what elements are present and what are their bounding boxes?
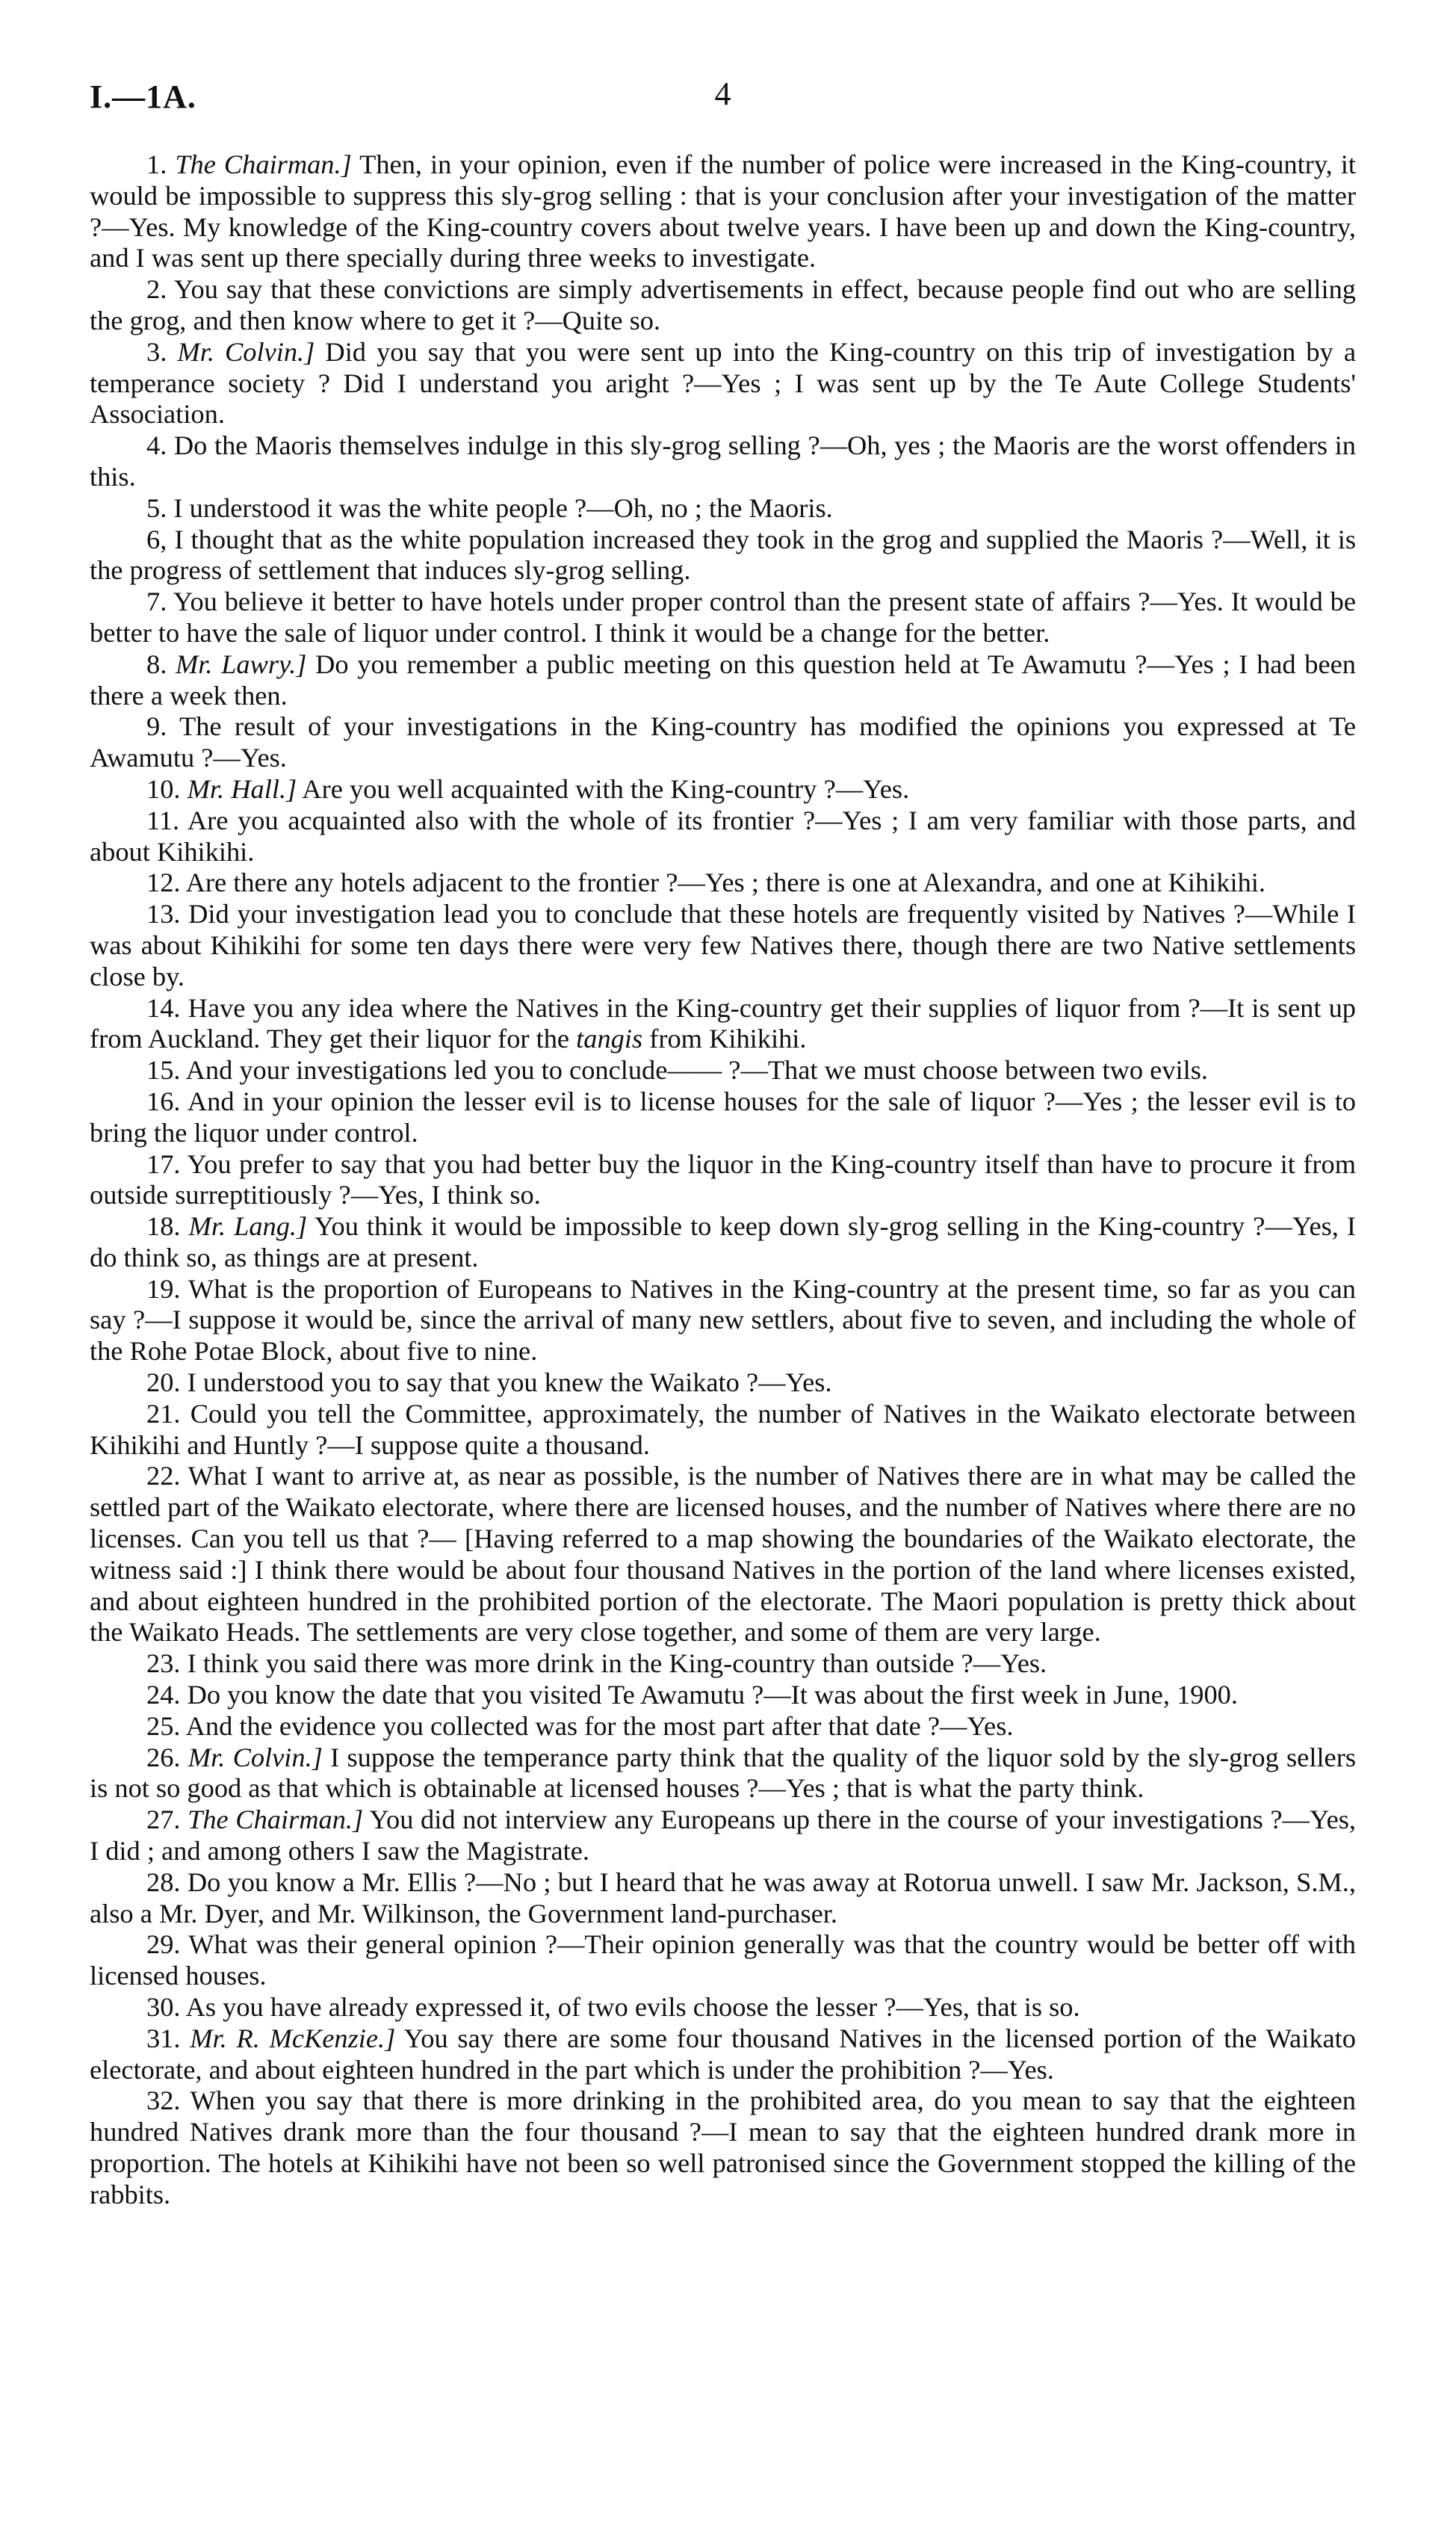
question-answer-text: I understood it was the white people ?—Oh, no ; the Maoris. (173, 492, 833, 523)
question-number: 15. (146, 1055, 181, 1086)
question-answer-text: You believe it better to have hotels under proper control than the present state of affairs ?—Yes. It would be better to have the sale of liquor under control. I think it would be a change for the better. (90, 587, 1356, 648)
question-number: 9. (146, 711, 167, 742)
evidence-paragraph (90, 1992, 1356, 2023)
question-number: 29. (146, 1929, 181, 1960)
evidence-paragraph (90, 1086, 1356, 1149)
question-answer-text: I think you said there was more drink in the King-country than outside ?—Yes. (187, 1648, 1047, 1679)
question-number: 2. (146, 274, 167, 305)
minutes-of-evidence (90, 149, 1356, 2211)
evidence-paragraph (90, 868, 1356, 899)
speaker-name: Mr. Colvin.] (188, 1742, 323, 1772)
evidence-paragraph (90, 587, 1356, 649)
question-answer-text: Do you know the date that you visited Te Awamutu ?—It was about the first week in June, 1900. (187, 1680, 1238, 1710)
question-number: 13. (146, 899, 181, 930)
question-answer-text: I thought that as the white population increased they took in the grog and supplied the Maoris ?—Well, it is the progress of settlement that induces sly-grog selling. (90, 524, 1356, 586)
evidence-paragraph (90, 2023, 1356, 2086)
evidence-paragraph (90, 993, 1356, 1056)
evidence-paragraph (90, 1149, 1356, 1212)
evidence-paragraph (90, 1648, 1356, 1680)
evidence-paragraph (90, 1055, 1356, 1086)
evidence-paragraph (90, 1680, 1356, 1711)
speaker-name: Mr. Colvin.] (177, 336, 315, 367)
evidence-paragraph (90, 1929, 1356, 1992)
evidence-paragraph (90, 525, 1356, 587)
evidence-paragraph (90, 274, 1356, 337)
question-answer-text: When you say that there is more drinking in the prohibited area, do you mean to say that the eighteen hundred Natives drank more than the four thousand ?—I mean to say that the eighteen hundred drank more in proportion. The hotels at Kihikihi have not been so well patronised since the Government stopped the killing of the rabbits. (90, 2085, 1356, 2209)
question-number: 17. (146, 1148, 181, 1179)
evidence-paragraph (90, 1274, 1356, 1367)
question-number: 20. (146, 1367, 181, 1398)
evidence-paragraph (90, 337, 1356, 430)
question-number: 18. (146, 1211, 181, 1242)
evidence-paragraph (90, 2085, 1356, 2210)
question-answer-text: What was their general opinion ?—Their opinion generally was that the country would be better off with licensed houses. (90, 1929, 1356, 1991)
question-number: 24. (146, 1680, 181, 1710)
question-answer-text: Have you any idea where the Natives in the King-country get their supplies of liquor from ?—It is sent up from Auckland. They get their liquor for the (90, 992, 1356, 1054)
question-answer-text: I suppose the temperance party think that the quality of the liquor sold by the sly-grog sellers is not so good as that which is obtainable at licensed houses ?—Yes ; that is what the party think. (90, 1742, 1356, 1804)
evidence-paragraph (90, 1711, 1356, 1742)
question-number: 14. (146, 992, 181, 1023)
speaker-name: Mr. Hall.] (187, 773, 297, 804)
evidence-paragraph (90, 493, 1356, 525)
question-number: 10. (146, 773, 181, 804)
question-answer-text: Do you remember a public meeting on this question held at Te Awamutu ?—Yes ; I had been there a week then. (90, 649, 1356, 711)
evidence-paragraph (90, 1367, 1356, 1399)
question-number: 5. (146, 492, 167, 523)
page-number: 4 (714, 75, 731, 112)
page-header (90, 0, 1356, 149)
question-number: 6, (146, 524, 167, 554)
question-answer-text: You say that these convictions are simply advertisements in effect, because people find out who are selling the grog, and then know where to get it ?—Quite so. (90, 274, 1356, 335)
question-number: 1. (146, 149, 167, 179)
question-number: 30. (146, 1992, 181, 2023)
question-answer-text: I understood you to say that you knew the Waikato ?—Yes. (187, 1367, 832, 1398)
question-answer-text-continued: from Kihikihi. (642, 1024, 807, 1054)
question-answer-text: Could you tell the Committee, approximately, the number of Natives in the Waikato electorate between Kihikihi and Huntly ?—I suppose quite a thousand. (90, 1398, 1356, 1460)
evidence-paragraph (90, 899, 1356, 992)
question-answer-text: Are there any hotels adjacent to the frontier ?—Yes ; there is one at Alexandra, and one at Kihikihi. (185, 868, 1266, 898)
speaker-name: The Chairman.] (175, 149, 352, 179)
question-number: 32. (146, 2085, 181, 2116)
question-answer-text: What I want to arrive at, as near as possible, is the number of Natives there are in what may be called the settled part of the Waikato electorate, where there are licensed houses, and the number of Natives where there are no licenses. Can you tell us that ?— [Having referred to a map showing the boundaries of the Waikato electorate, the witness said :] I think there would be about four thousand Natives in the portion of the land where licenses existed, and about eighteen hundred in the prohibited portion of the electorate. The Maori population is pretty thick about the Waikato Heads. The settlements are very close together, and some of them are very large. (90, 1461, 1356, 1648)
question-number: 11. (146, 805, 180, 835)
question-number: 31. (146, 2023, 181, 2053)
question-number: 8. (146, 649, 167, 679)
question-answer-text: You did not interview any Europeans up there in the course of your investigations ?—Yes, I did ; and among others I saw the Magistrate. (90, 1805, 1356, 1867)
question-number: 27. (146, 1805, 181, 1835)
evidence-paragraph (90, 1742, 1356, 1805)
evidence-paragraph (90, 649, 1356, 712)
question-number: 7. (146, 587, 167, 617)
speaker-name: Mr. Lang.] (188, 1211, 308, 1242)
question-answer-text: Did your investigation lead you to conclude that these hotels are frequently visited by Natives ?—While I was about Kihikihi for some ten days there were very few Natives there, though there are two Native settlements close by. (90, 899, 1356, 992)
speaker-name: The Chairman.] (188, 1805, 364, 1835)
question-answer-text: You prefer to say that you had better buy the liquor in the King-country itself than have to procure it from outside surreptitiously ?—Yes, I think so. (90, 1148, 1356, 1210)
speaker-name: Mr. Lawry.] (175, 649, 307, 679)
italic-term: tangis (576, 1024, 643, 1054)
evidence-paragraph (90, 1211, 1356, 1274)
evidence-paragraph (90, 805, 1356, 868)
question-answer-text: Then, in your opinion, even if the number of police were increased in the King-country, it would be impossible to suppress this sly-grog selling : that is your conclusion after your investigation of the matter ?—Yes. My knowledge of the King-country covers about twelve years. I have been up and down the King-country, and I was sent up there specially during three weeks to investigate. (90, 149, 1356, 273)
evidence-paragraph (90, 149, 1356, 274)
question-number: 26. (146, 1742, 181, 1772)
question-answer-text: You say there are some four thousand Natives in the licensed portion of the Waikato electorate, and about eighteen hundred in the part which is under the prohibition ?—Yes. (90, 2023, 1356, 2085)
question-answer-text: You think it would be impossible to keep down sly-grog selling in the King-country ?—Yes, I do think so, as things are at present. (90, 1211, 1356, 1272)
question-number: 23. (146, 1648, 181, 1679)
question-number: 4. (146, 430, 167, 461)
speaker-name: Mr. R. McKenzie.] (190, 2023, 396, 2053)
question-answer-text: As you have already expressed it, of two evils choose the lesser ?—Yes, that is so. (185, 1992, 1080, 2023)
question-number: 3. (146, 336, 167, 367)
question-answer-text: And the evidence you collected was for the most part after that date ?—Yes. (185, 1710, 1014, 1741)
evidence-paragraph (90, 1461, 1356, 1648)
question-answer-text: Are you acquainted also with the whole of its frontier ?—Yes ; I am very familiar with those parts, and about Kihikihi. (90, 805, 1357, 867)
evidence-paragraph (90, 430, 1356, 493)
question-answer-text: Do the Maoris themselves indulge in this sly-grog selling ?—Oh, yes ; the Maoris are the worst offenders in this. (90, 430, 1356, 492)
question-answer-text: Do you know a Mr. Ellis ?—No ; but I heard that he was away at Rotorua unwell. I saw Mr. Jackson, S.M., also a Mr. Dyer, and Mr. Wilkinson, the Government land-purchaser. (90, 1867, 1356, 1929)
question-number: 12. (146, 868, 181, 898)
question-answer-text: What is the proportion of Europeans to Natives in the King-country at the present time, so far as you can say ?—I suppose it would be, since the arrival of many new settlers, about five to seven, and including the whole of the Rohe Potae Block, about five to nine. (90, 1273, 1356, 1367)
document-reference: I.—1A. (90, 78, 196, 115)
question-number: 25. (146, 1710, 181, 1741)
evidence-paragraph (90, 711, 1356, 774)
question-answer-text: And your investigations led you to conclude—— ?—That we must choose between two evils. (185, 1055, 1209, 1086)
question-number: 28. (146, 1867, 181, 1897)
evidence-paragraph (90, 1399, 1356, 1462)
evidence-paragraph (90, 1867, 1356, 1930)
evidence-paragraph (90, 1805, 1356, 1867)
question-answer-text: Did you say that you were sent up into the King-country on this trip of investigation by a temperance society ? Did I understand you aright ?—Yes ; I was sent up by the Te Aute College Students' Association. (90, 336, 1356, 430)
question-number: 19. (146, 1273, 181, 1304)
question-answer-text: And in your opinion the lesser evil is to license houses for the sale of liquor ?—Yes ; the lesser evil is to bring the liquor under control. (90, 1086, 1356, 1148)
evidence-paragraph (90, 774, 1356, 805)
question-number: 22. (146, 1461, 181, 1491)
question-number: 21. (146, 1398, 181, 1429)
question-answer-text: The result of your investigations in the King-country has modified the opinions you expressed at Te Awamutu ?—Yes. (90, 711, 1356, 773)
question-number: 16. (146, 1086, 181, 1116)
question-answer-text: Are you well acquainted with the King-country ?—Yes. (297, 773, 910, 804)
